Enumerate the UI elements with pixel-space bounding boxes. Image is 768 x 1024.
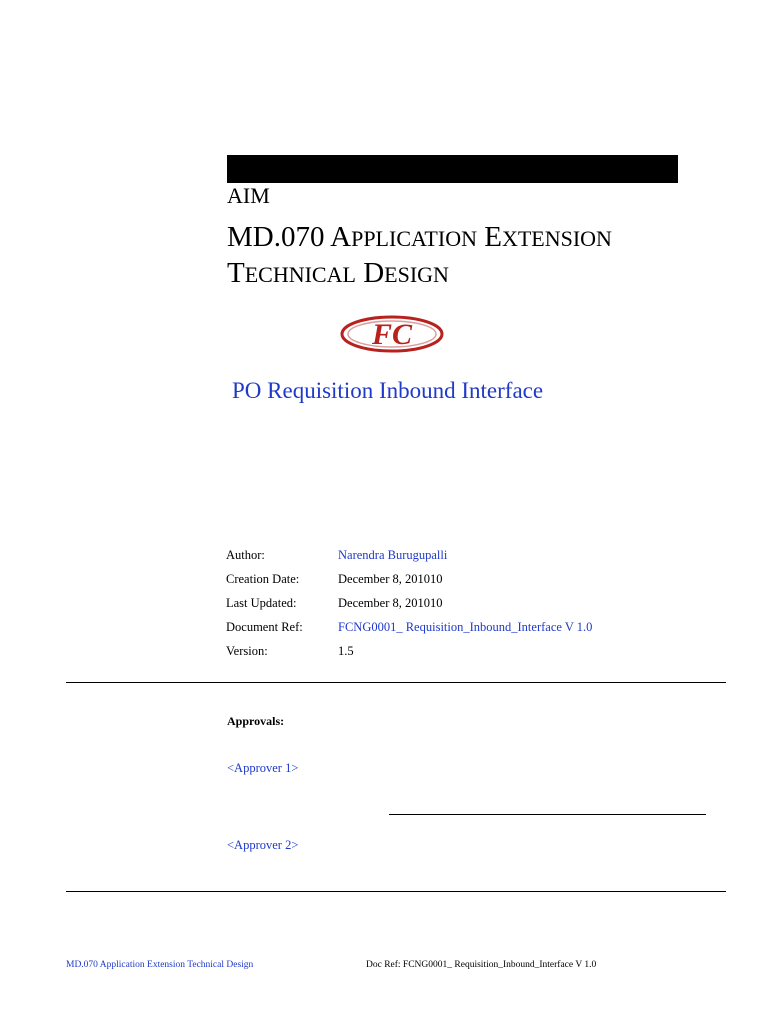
meta-label: Document Ref: (226, 620, 303, 634)
meta-label: Last Updated: (226, 596, 297, 610)
methodology-label: AIM (227, 183, 270, 208)
header-black-bar (227, 155, 678, 183)
approvals-heading: Approvals: (227, 714, 285, 728)
title-text: D (355, 257, 385, 289)
document-title-line-1 (227, 220, 612, 256)
meta-label: Author: (226, 548, 265, 562)
version-value: 1.5 (338, 644, 354, 658)
divider-top (66, 682, 726, 683)
title-text: XTENSION (501, 226, 612, 251)
company-logo (340, 310, 445, 358)
footer-document-title: MD.070 Application Extension Technical Design (66, 960, 254, 970)
meta-label: Version: (226, 644, 268, 658)
creation-date-value: December 8, 201010 (338, 572, 443, 586)
title-text: MD.070 A (227, 221, 352, 253)
logo-text: FC (371, 318, 413, 351)
title-text: ESIGN (384, 262, 449, 287)
title-text: E (476, 221, 502, 253)
signature-line (389, 814, 706, 815)
document-subtitle: PO Requisition Inbound Interface (232, 378, 544, 403)
divider-bottom (66, 891, 726, 892)
last-updated-value: December 8, 201010 (338, 596, 443, 610)
title-text: PPLICATION (351, 226, 477, 251)
approver-1-placeholder[interactable]: <Approver 1> (227, 761, 299, 775)
approver-2-placeholder[interactable]: <Approver 2> (227, 838, 299, 852)
meta-label: Creation Date: (226, 572, 300, 586)
document-ref-value[interactable]: FCNG0001_ Requisition_Inbound_Interface V 1.0 (338, 620, 593, 634)
footer-document-ref: Doc Ref: FCNG0001_ Requisition_Inbound_Interface V 1.0 (366, 960, 597, 970)
author-value[interactable]: Narendra Burugupalli (338, 548, 448, 562)
title-text: ECHNICAL (244, 262, 356, 287)
title-text: T (227, 257, 245, 289)
document-title-line-2 (227, 256, 449, 292)
